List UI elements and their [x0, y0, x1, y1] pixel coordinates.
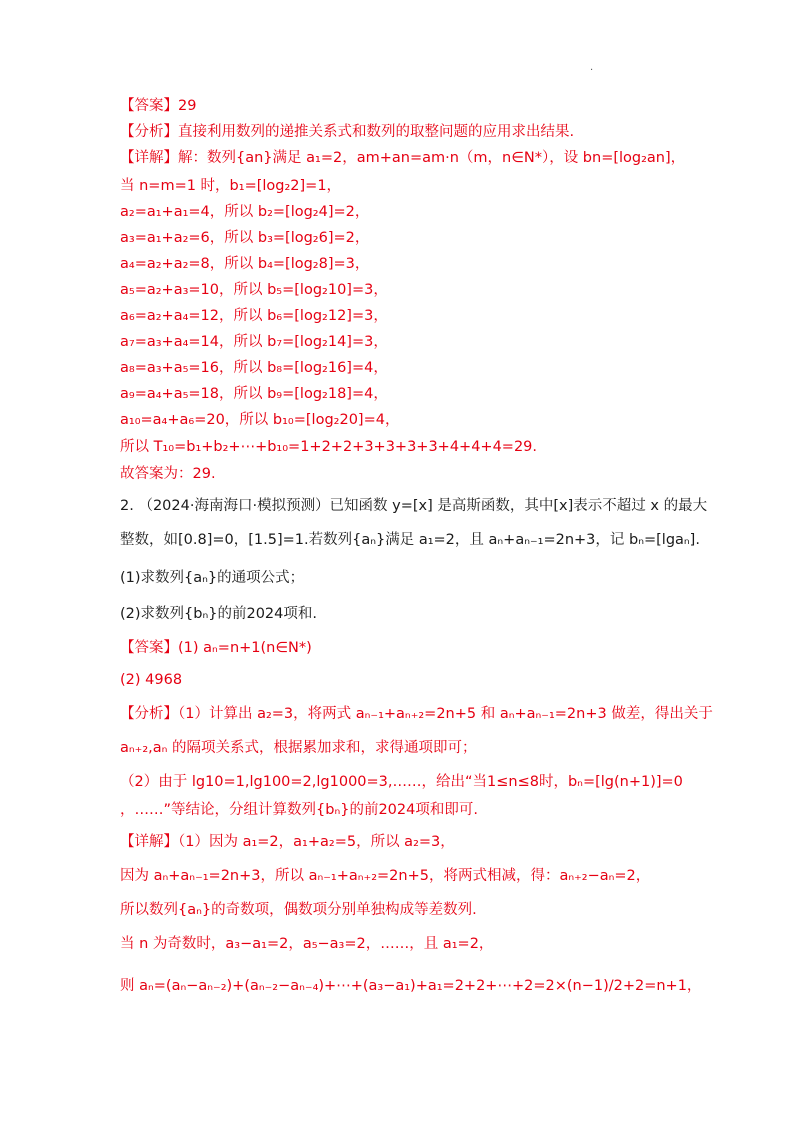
analysis-2-line-1: 【分析】（1）计算出 a₂=3，将两式 aₙ₋₁+aₙ₊₂=2n+5 和 aₙ+aₙ₋₁=2n+3 做差，得出关于: [120, 706, 713, 722]
detail-line-10: a₉=a₄+a₅=18，所以 b₉=[log₂18]=4，: [120, 386, 388, 402]
analysis-2-line-3: （2）由于 lg10=1,lg100=2,lg1000=3,……，给出“当1≤n≤8时，bₙ=[lg(n+1)]=0: [120, 774, 683, 790]
answer-2-part-1: 【答案】(1) aₙ=n+1(n∈N*): [120, 640, 312, 656]
question-2-line-1: 2. （2024·海南海口·模拟预测）已知函数 y=[x] 是高斯函数，其中[x]表示不超过 x 的最大: [120, 498, 708, 514]
detail-2-line-1: 【详解】（1）因为 a₁=2，a₁+a₂=5，所以 a₂=3，: [120, 834, 455, 850]
detail-2-line-5: 则 aₙ=(aₙ−aₙ₋₂)+(aₙ₋₂−aₙ₋₄)+⋯+(a₃−a₁)+a₁=2+2+⋯+2=2×(n−1)/2+2=n+1，: [120, 978, 702, 994]
question-2-part-2: (2)求数列{bₙ}的前2024项和.: [120, 606, 317, 622]
detail-line-5: a₄=a₂+a₂=8，所以 b₄=[log₂8]=3，: [120, 256, 370, 272]
detail-line-11: a₁₀=a₄+a₆=20，所以 b₁₀=[log₂20]=4，: [120, 412, 400, 428]
corner-mark: .: [590, 62, 594, 73]
question-2-line-2: 整数，如[0.8]=0，[1.5]=1.若数列{aₙ}满足 a₁=2，且 aₙ+aₙ₋₁=2n+3，记 bₙ=[lgaₙ].: [120, 532, 700, 548]
question-2-part-1: (1)求数列{aₙ}的通项公式；: [120, 570, 305, 586]
detail-line-12: 所以 T₁₀=b₁+b₂+⋯+b₁₀=1+2+2+3+3+3+3+4+4+4=29.: [120, 439, 538, 455]
final-answer-line: 故答案为：29.: [120, 466, 216, 482]
detail-line-1: 【详解】解：数列{an}满足 a₁=2，am+an=am·n（m，n∈N*），设 bn=[log₂an]，: [120, 150, 686, 166]
detail-line-8: a₇=a₃+a₄=14，所以 b₇=[log₂14]=3，: [120, 334, 388, 350]
detail-line-3: a₂=a₁+a₁=4，所以 b₂=[log₂4]=2，: [120, 204, 370, 220]
analysis-line-1: 【分析】直接利用数列的递推关系式和数列的取整问题的应用求出结果.: [120, 124, 575, 140]
detail-2-line-2: 因为 aₙ+aₙ₋₁=2n+3，所以 aₙ₋₁+aₙ₊₂=2n+5，将两式相减，得：aₙ₊₂−aₙ=2，: [120, 868, 651, 884]
detail-line-9: a₈=a₃+a₅=16，所以 b₈=[log₂16]=4，: [120, 360, 388, 376]
analysis-2-line-2: aₙ₊₂,aₙ 的隔项关系式，根据累加求和，求得通项即可；: [120, 740, 477, 756]
detail-line-4: a₃=a₁+a₂=6，所以 b₃=[log₂6]=2，: [120, 230, 370, 246]
detail-line-6: a₅=a₂+a₃=10，所以 b₅=[log₂10]=3，: [120, 282, 388, 298]
detail-2-line-3: 所以数列{aₙ}的奇数项，偶数项分别单独构成等差数列.: [120, 902, 477, 918]
answer-2-part-2: (2) 4968: [120, 672, 183, 688]
answer-line-1: 【答案】29: [120, 98, 197, 114]
analysis-2-line-4: ，……”等结论，分组计算数列{bₙ}的前2024项和即可.: [120, 802, 478, 818]
detail-line-2: 当 n=m=1 时，b₁=[log₂2]=1，: [120, 178, 342, 194]
detail-2-line-4: 当 n 为奇数时，a₃−a₁=2，a₅−a₃=2，……，且 a₁=2，: [120, 936, 494, 952]
detail-line-7: a₆=a₂+a₄=12，所以 b₆=[log₂12]=3，: [120, 308, 388, 324]
